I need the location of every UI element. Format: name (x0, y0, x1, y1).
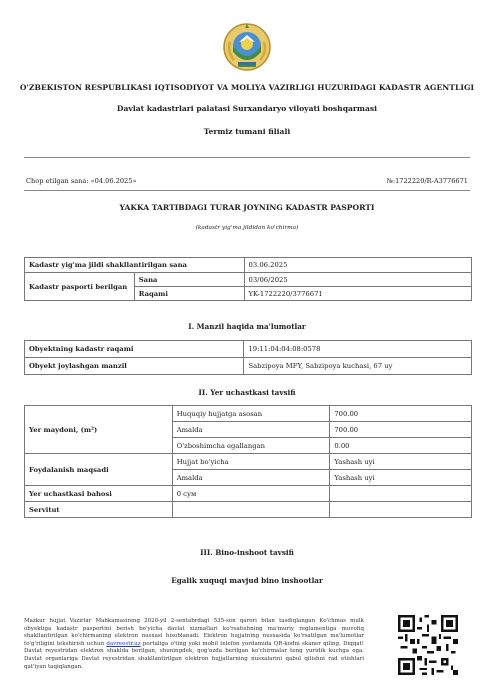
table-row (25, 273, 472, 287)
footer-disclaimer (24, 618, 364, 671)
divider (24, 190, 470, 191)
divider (24, 157, 470, 158)
buildings-subtitle: Egalik xuquqi mavjud bino inshootlar (171, 576, 323, 585)
address-label: Obyekt joylashgan manzil (25, 358, 244, 375)
table-row (25, 454, 472, 470)
address-table (24, 340, 472, 375)
section-2-title: II. Yer uchastkasi tavsifi (198, 388, 296, 397)
table-row (25, 486, 472, 502)
cadastral-number-label: Obyektning kadastr raqami (25, 341, 244, 358)
empty-cell (330, 486, 472, 502)
agency-title: O'ZBEKISTON RESPUBLIKASI IQTISODIYOT VA MOLIYA VAZIRLIGI HUZURIDAGI KADASTR AGENTLIGI (19, 83, 475, 92)
land-value-value: 0 сум (172, 486, 330, 502)
passport-title: YAKKA TARTIBDAGI TURAR JOYNING KADASTR PASPORTI (119, 203, 375, 212)
footer-text-before: Mazkur hujjat Vazirlar Mahkamasining 2020-yil 2-sentabrdagi 535-son qarori bilan tasdiqlangan Ko'chmas mulk obyektiga kadastr pasportini berish bo'yicha davlat xizmatlari ko'rsatishning ma'muriy reglamentiga muvofiq shakllantirilgan ko'chirmaning elektron nusxasi hisoblanadi. Elektron hujjatning nusxasida ko'rsatilgan ma'lumotlar to'g'riligini tekshirish uchun (24, 618, 364, 647)
qr-code-icon (398, 615, 458, 675)
area-row-value: 700.00 (330, 422, 472, 438)
document-number: №:1722220/R-A3776671 (386, 177, 468, 185)
area-row-label: O'zboshimcha egallangan (172, 438, 330, 454)
passport-subtitle: (kadastr yig'ma jildidan ko'chirma) (195, 225, 299, 231)
empty-cell (172, 502, 330, 518)
area-row-value: 700.00 (330, 406, 472, 422)
table-row (25, 341, 472, 358)
land-table (24, 405, 472, 518)
table-row (25, 502, 472, 518)
empty-cell (330, 502, 472, 518)
registry-link[interactable]: davreestr.uz (106, 640, 141, 647)
usage-row-label: Amalda (172, 470, 330, 486)
footer-text-after: portaliga o'ting yoki mobil telefon yordamida QR-kodni skaner qiling. Diqqat! Davlat reyestridan elektron shaklda berilgan, shuningdek, qog'ozda berilgan ko'chirmalar teng yuridik kuchga ega. Davlat organlariga Davlat reyestridan shakllantirilgan elektron hujjatlarning nusxalarini qabul qilishni rad etishlari qat'iyan taqiqlangan. (24, 640, 364, 670)
area-row-value: 0.00 (330, 438, 472, 454)
summary-table (24, 257, 472, 301)
print-date: Chop etilgan sana: «04.06.2025» (26, 177, 137, 185)
usage-label: Foydalanish maqsadi (25, 454, 173, 486)
table-row (25, 406, 472, 422)
address-value: Sabzipoya MFY, Sabzipoya kuchasi, 67 uy (244, 358, 472, 375)
usage-row-value: Yashash uyi (330, 470, 472, 486)
state-emblem-icon (222, 22, 272, 72)
chamber-name: Davlat kadastrlari palatasi Surxandaryo viloyati boshqarmasi (116, 104, 378, 113)
cadastral-number-value: 19:11:04:04:08:0578 (244, 341, 472, 358)
land-value-label: Yer uchastkasi bahosi (25, 486, 173, 502)
usage-row-value: Yashash uyi (330, 454, 472, 470)
date-label: Sana (134, 273, 244, 287)
usage-row-label: Hujjat bo'yicha (172, 454, 330, 470)
area-row-label: Amalda (172, 422, 330, 438)
number-label: Raqami (134, 287, 244, 301)
area-row-label: Huquqiy hujjatga asosan (172, 406, 330, 422)
section-1-title: I. Manzil haqida ma'lumotlar (188, 322, 306, 331)
area-label: Yer maydoni, (m²) (25, 406, 173, 454)
table-row (25, 358, 472, 375)
number-value: YK-1722220/3776671 (244, 287, 471, 301)
branch-name: Termiz tumani filiali (203, 127, 291, 136)
formed-value: 03.06.2025 (244, 258, 471, 273)
formed-label: Kadastr yig'ma jildi shakllantirilgan sana (25, 258, 245, 273)
servitude-label: Servitut (25, 502, 173, 518)
issued-label: Kadastr pasporti berilgan (25, 273, 135, 301)
date-value: 03/06/2025 (244, 273, 471, 287)
table-row (25, 258, 472, 273)
section-3-title: III. Bino-inshoot tavsifi (200, 548, 294, 557)
